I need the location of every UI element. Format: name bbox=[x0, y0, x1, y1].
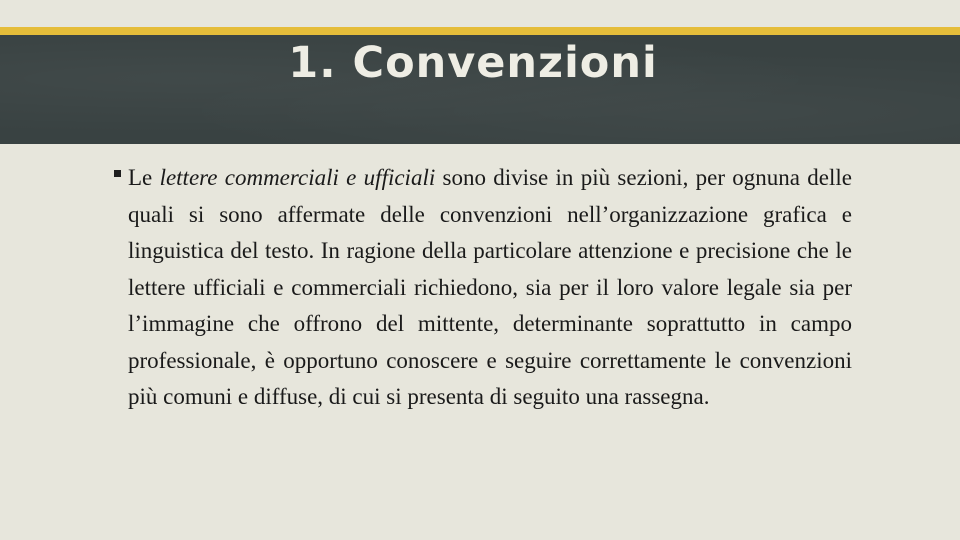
paragraph-rest: sono divise in più sezioni, per ognuna delle quali si sono affermate delle convenzioni nell’organizzazione grafica e linguistica del testo. In ragione della particolare attenzione e precisione che le lettere ufficiali e commerciali richiedono, sia per il loro valore legale sia per l’immagine che offrono del mittente, determinante soprattutto in campo professionale, è opportuno conoscere e seguire correttamente le convenzioni più comuni e diffuse, di cui si presenta di seguito una rassegna. bbox=[128, 165, 852, 409]
bullet-paragraph bbox=[128, 160, 852, 416]
paragraph-italic-phrase: lettere commerciali e ufficiali bbox=[159, 165, 436, 190]
slide-body bbox=[112, 160, 852, 416]
square-bullet-icon bbox=[114, 170, 121, 177]
paragraph-lead: Le bbox=[128, 165, 160, 190]
slide-title: 1. Convenzioni bbox=[288, 38, 658, 88]
